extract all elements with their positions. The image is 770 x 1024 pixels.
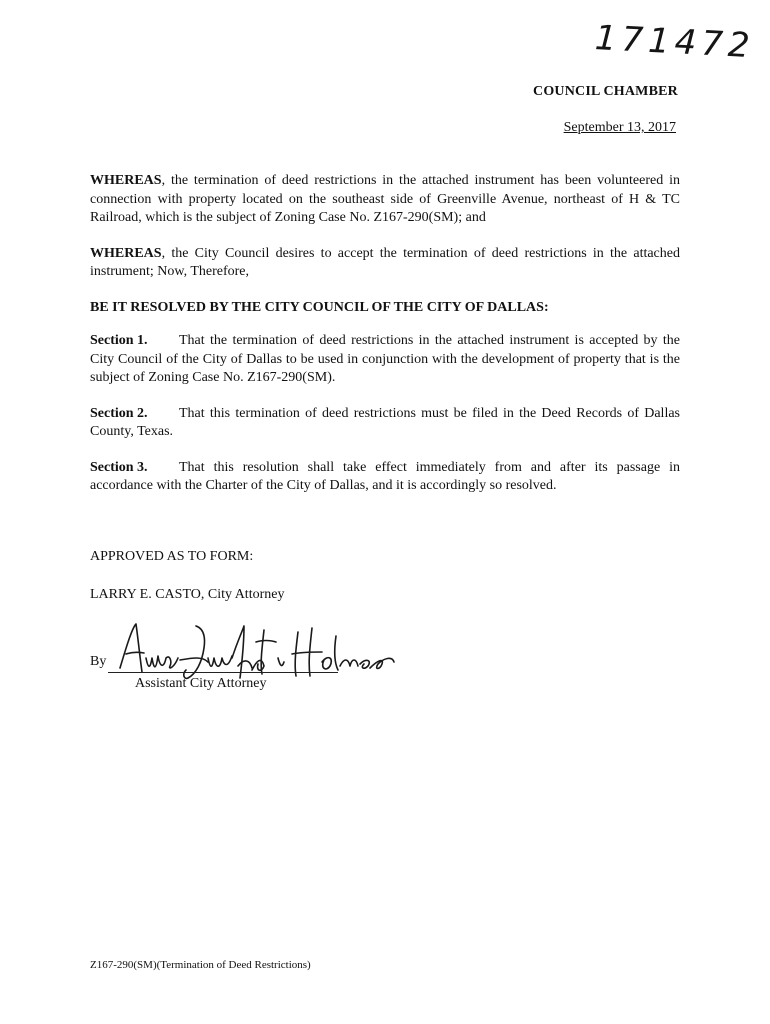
assistant-city-attorney-title: Assistant City Attorney (135, 676, 267, 691)
whereas-paragraph-2 (90, 245, 680, 282)
document-number-stamp: 171472 (593, 18, 756, 67)
section-label: Section 2. (90, 405, 148, 421)
by-label: By (90, 654, 107, 669)
section-text: That the termination of deed restrictions in the attached instrument is accepted by the City Council of the City of Dallas to be used in conjunction with the development of property that is the subject of Zoning Case No. Z167-290(SM). (90, 333, 680, 385)
whereas-paragraph-1 (90, 172, 680, 228)
section-1 (90, 332, 680, 388)
signature-line (108, 672, 338, 673)
resolution-body (90, 172, 680, 513)
section-3 (90, 459, 680, 496)
whereas-text: , the City Council desires to accept the termination of deed restrictions in the attached instrument; Now, Therefore, (90, 245, 680, 279)
council-chamber-heading: COUNCIL CHAMBER (533, 84, 678, 99)
section-label: Section 1. (90, 333, 148, 348)
whereas-lead: WHEREAS (90, 245, 162, 261)
whereas-text: , the termination of deed restrictions in the attached instrument has been volunteered in connection with property located on the southeast side of Greenville Avenue, northeast of H & TC Railroad, which is the subject of Zoning Case No. Z167-290(SM); and (90, 173, 680, 225)
city-attorney-name: LARRY E. CASTO, City Attorney (90, 587, 285, 602)
section-text: That this resolution shall take effect immediately from and after its passage in accordance with the Charter of the City of Dallas, and it is accordingly so resolved. (90, 459, 680, 493)
section-label: Section 3. (90, 459, 148, 475)
section-text: That this termination of deed restrictions must be filed in the Deed Records of Dallas County, Texas. (90, 405, 680, 439)
approved-as-to-form: APPROVED AS TO FORM: (90, 549, 254, 564)
resolved-heading: BE IT RESOLVED BY THE CITY COUNCIL OF THE CITY OF DALLAS: (90, 299, 549, 315)
footer-reference: Z167-290(SM)(Termination of Deed Restrictions) (90, 959, 311, 971)
resolution-date: September 13, 2017 (563, 120, 676, 135)
whereas-lead: WHEREAS (90, 173, 162, 188)
section-2 (90, 405, 680, 442)
